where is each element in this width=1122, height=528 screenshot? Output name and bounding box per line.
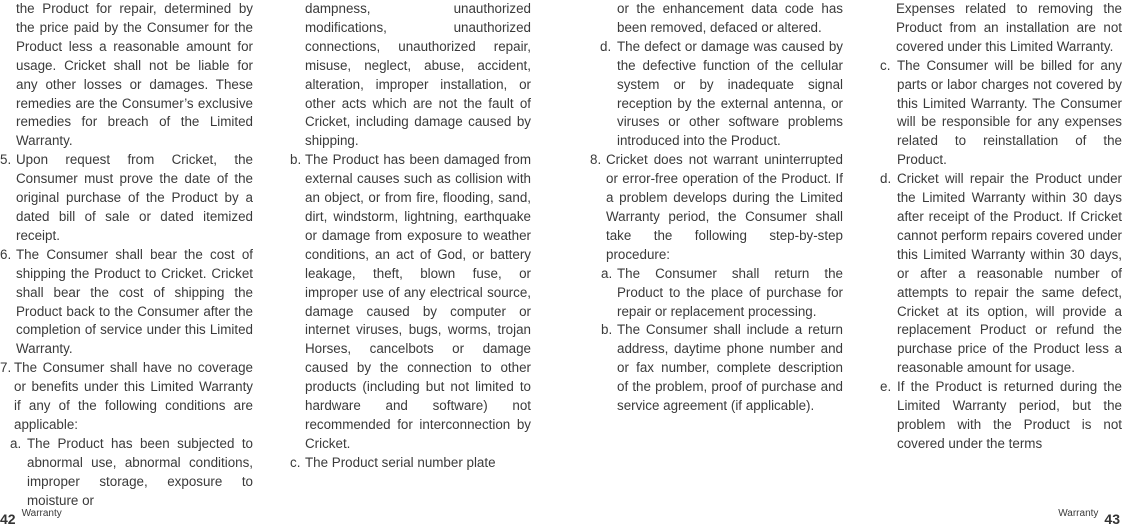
list-label: b. [290, 152, 302, 168]
continuation-paragraph: dampness, unauthorized modifications, unauthorized connections, unauthorized repair, misuse, neglect, abuse, accident, alteration, improper installation, or other acts which are not the fault of Cricket, including damage caused by shipping. [305, 1, 531, 149]
continuation-paragraph: the Product for repair, determined by the price paid by the Consumer for the Product less a reasonable amount for usage. Cricket shall not be liable for any other losses or damages. These remedies are the Consumer’s exclusive remedies for breach of the Limited Warranty. [16, 1, 253, 149]
list-label: 8. [590, 152, 602, 168]
list-text: The Consumer shall have no coverage or benefits under this Limited Warranty if any of the following conditions are applicable: [14, 360, 253, 432]
list-item-8c [880, 57, 1122, 170]
list-label: c. [290, 454, 301, 470]
continuation-paragraph: or the enhancement data code has been removed, defaced or altered. [617, 1, 843, 35]
list-label: e. [880, 379, 892, 395]
list-item-7 [0, 359, 253, 435]
right-page-column-4 [880, 0, 1122, 454]
list-text: The Product serial number plate [305, 454, 496, 470]
list-item-8b [601, 321, 843, 416]
list-text: Upon request from Cricket, the Consumer must prove the date of the original purchase of the Product by a dated bill of sale or dated itemized receipt. [16, 152, 253, 243]
list-label: c. [880, 57, 891, 73]
right-page-column-3 [590, 0, 843, 416]
list-text: The defect or damage was caused by the defective function of the cellular system or by inadequate signal reception by the external antenna, or viruses or other software problems introduced into the Product. [617, 38, 843, 149]
list-label: b. [601, 322, 613, 338]
list-label: a. [10, 435, 22, 451]
list-item-7c [290, 454, 531, 473]
continuation-paragraph: Expenses related to removing the Product from an installation are not covered under this Limited Warranty. [896, 1, 1122, 54]
list-item-8a [601, 265, 843, 322]
list-text: Cricket does not warrant uninterrupted or error-free operation of the Product. If a problem develops during the Limited Warranty period, the Consumer shall take the following step-by-step procedure: [606, 152, 843, 262]
list-label: 7. [0, 360, 12, 376]
list-text: If the Product is returned during the Limited Warranty period, but the problem with the Product is not covered under the terms [897, 379, 1122, 451]
footer-section-label-left: Warranty [21, 508, 62, 519]
list-text: The Consumer shall include a return address, daytime phone number and or fax number, complete description of the problem, proof of purchase and service agreement (if applicable). [617, 322, 843, 414]
left-page-column-1 [0, 0, 253, 510]
list-text: The Consumer will be billed for any parts or labor charges not covered by this Limited Warranty. The Consumer will be responsible for any expenses related to reinstallation of the Product. [897, 57, 1122, 168]
list-item-7d [600, 38, 843, 151]
footer-section-label-right: Warranty [1058, 508, 1099, 519]
list-text: The Product has been damaged from external causes such as collision with an object, or from fire, flooding, sand, dirt, windstorm, lightning, earthquake or damage from exposure to weather conditions, an act of God, or battery leakage, theft, blown fuse, or improper use of any electrical source, damage caused by computer or internet viruses, bugs, worms, trojan Horses, cancelbots or damage caused by the connection to other products (including but not limited to hardware and software) not recommended for interconnection by Cricket. [305, 152, 531, 451]
list-text: The Consumer shall bear the cost of shipping the Product to Cricket. Cricket shall bear the cost of shipping the Product back to the Consumer after the completion of service under this Limited Warranty. [16, 246, 253, 357]
list-text: Cricket will repair the Product under the Limited Warranty within 30 days after receipt of the Product. If Cricket cannot perform repairs covered under this Limited Warranty within 30 days, or after a reasonable number of attempts to repair the same defect, Cricket at its option, will provide a replacement Product or refund the purchase price of the Product less a reasonable amount for usage. [897, 171, 1122, 376]
list-item-5 [0, 151, 253, 246]
list-label: 5. [0, 152, 12, 168]
list-item-8d [880, 170, 1122, 378]
list-item-7a [10, 435, 253, 511]
list-label: d. [880, 171, 892, 187]
list-text: The Product has been subjected to abnormal use, abnormal conditions, improper storage, exposure to moisture or [27, 435, 253, 508]
list-item-6 [0, 246, 253, 359]
list-item-8 [590, 151, 843, 264]
left-page-footer [0, 508, 62, 527]
page-number-left: 42 [0, 511, 16, 527]
list-item-8e [880, 378, 1122, 454]
list-text: The Consumer shall return the Product to the place of purchase for repair or replacement processing. [617, 265, 843, 319]
page-number-right: 43 [1104, 511, 1120, 527]
left-page-column-2 [290, 0, 531, 473]
list-label: d. [600, 38, 612, 54]
list-label: 6. [0, 246, 12, 262]
right-page-footer [1058, 508, 1120, 527]
list-item-7b [290, 151, 531, 454]
list-label: a. [601, 265, 613, 281]
